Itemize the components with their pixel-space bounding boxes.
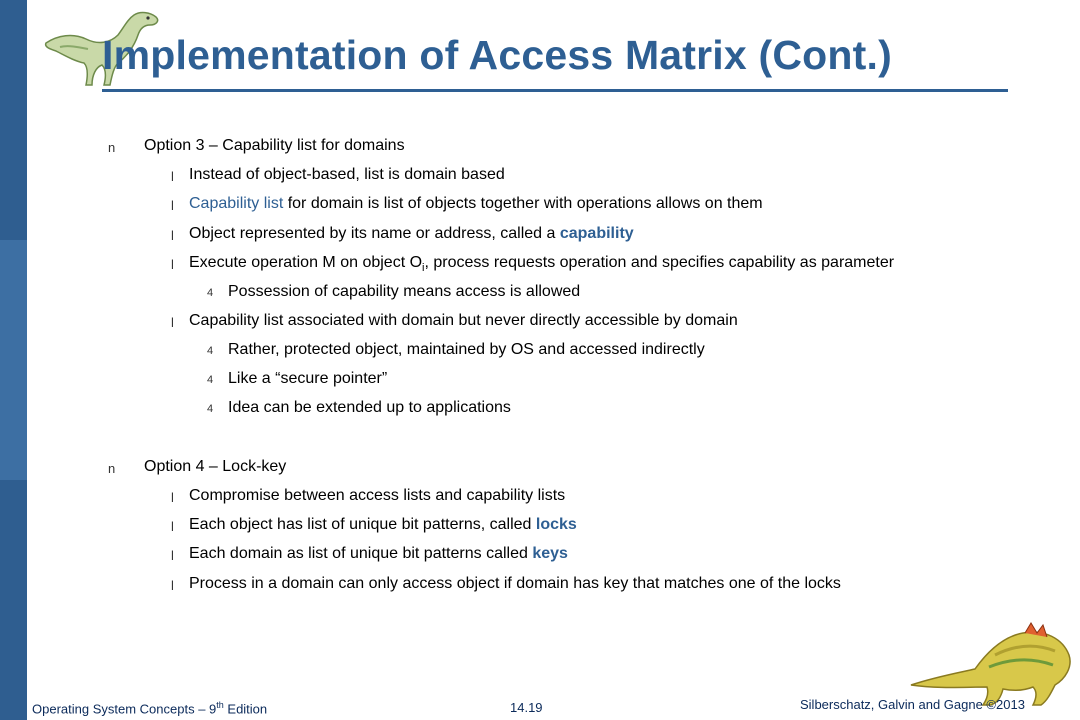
sidebar-segment [0, 480, 27, 720]
highlight-term: locks [535, 516, 577, 533]
footer-book-title [32, 700, 267, 716]
option3-sub5-1: Rather, protected object, maintained by OS and accessed indirectly [228, 341, 705, 358]
bullet-level2-icon: l [171, 490, 174, 505]
bullet-level2-icon: l [171, 228, 174, 243]
option3-item4 [189, 253, 894, 278]
item-text: Object represented by its name or address, called a [189, 225, 560, 242]
item-text: Execute operation M on object O [189, 254, 423, 271]
option3-item2 [189, 194, 763, 214]
option3-item5: Capability list associated with domain but never directly accessible by domain [189, 312, 738, 329]
subscript: i [422, 262, 425, 275]
bullet-level2-icon: l [171, 519, 174, 534]
option4-item1: Compromise between access lists and capability lists [189, 487, 566, 504]
highlight-term: Capability list [189, 195, 284, 212]
footer-authors: Silberschatz, Galvin and Gagne ©2013 [800, 697, 1025, 712]
slide-title: Implementation of Access Matrix (Cont.) [102, 32, 892, 78]
option3-item1: Instead of object-based, list is domain based [189, 166, 505, 183]
highlight-term: keys [532, 545, 568, 562]
bullet-level1-icon: n [108, 140, 116, 155]
footer-text: Operating System Concepts – 9 [32, 701, 217, 717]
dinosaur-footer-icon [905, 615, 1075, 707]
bullet-level2-icon: l [171, 169, 174, 184]
page-number: 14.19 [510, 700, 543, 715]
bullet-level2-icon: l [171, 198, 174, 213]
bullet-level2-icon: l [171, 578, 174, 593]
footer-superscript: th [216, 700, 224, 710]
bullet-level2-icon: l [171, 315, 174, 330]
option3-sub5-3: Idea can be extended up to applications [228, 399, 511, 416]
bullet-level1-icon: n [108, 461, 116, 476]
bullet-level2-icon: l [171, 548, 174, 563]
option3-item3 [189, 224, 634, 244]
item-text: , process requests operation and specifies capability as parameter [424, 254, 895, 271]
bullet-level3-icon: 4 [207, 374, 214, 386]
item-text: Each object has list of unique bit patterns, called [189, 516, 536, 533]
option4-item4: Process in a domain can only access object if domain has key that matches one of the locks [189, 575, 841, 592]
option4-item3 [189, 544, 568, 564]
option3-sub5-2: Like a “secure pointer” [228, 370, 388, 387]
bullet-level3-icon: 4 [207, 287, 214, 299]
bullet-level2-icon: l [171, 257, 174, 272]
footer-text: Edition [223, 701, 268, 717]
bullet-level3-icon: 4 [207, 403, 214, 415]
sidebar-segment [0, 0, 27, 240]
option3-heading: Option 3 – Capability list for domains [144, 137, 405, 154]
item-text: Each domain as list of unique bit patterns called [189, 545, 533, 562]
sidebar-segment [0, 240, 27, 480]
title-underline [102, 89, 1008, 92]
option4-item2 [189, 515, 577, 535]
highlight-term: capability [559, 225, 634, 242]
option3-sub4-1: Possession of capability means access is allowed [228, 283, 581, 300]
option4-heading: Option 4 – Lock-key [144, 458, 287, 475]
sidebar-stripe [0, 0, 27, 720]
item-text: for domain is list of objects together with operations allows on them [283, 195, 763, 212]
bullet-level3-icon: 4 [207, 345, 214, 357]
